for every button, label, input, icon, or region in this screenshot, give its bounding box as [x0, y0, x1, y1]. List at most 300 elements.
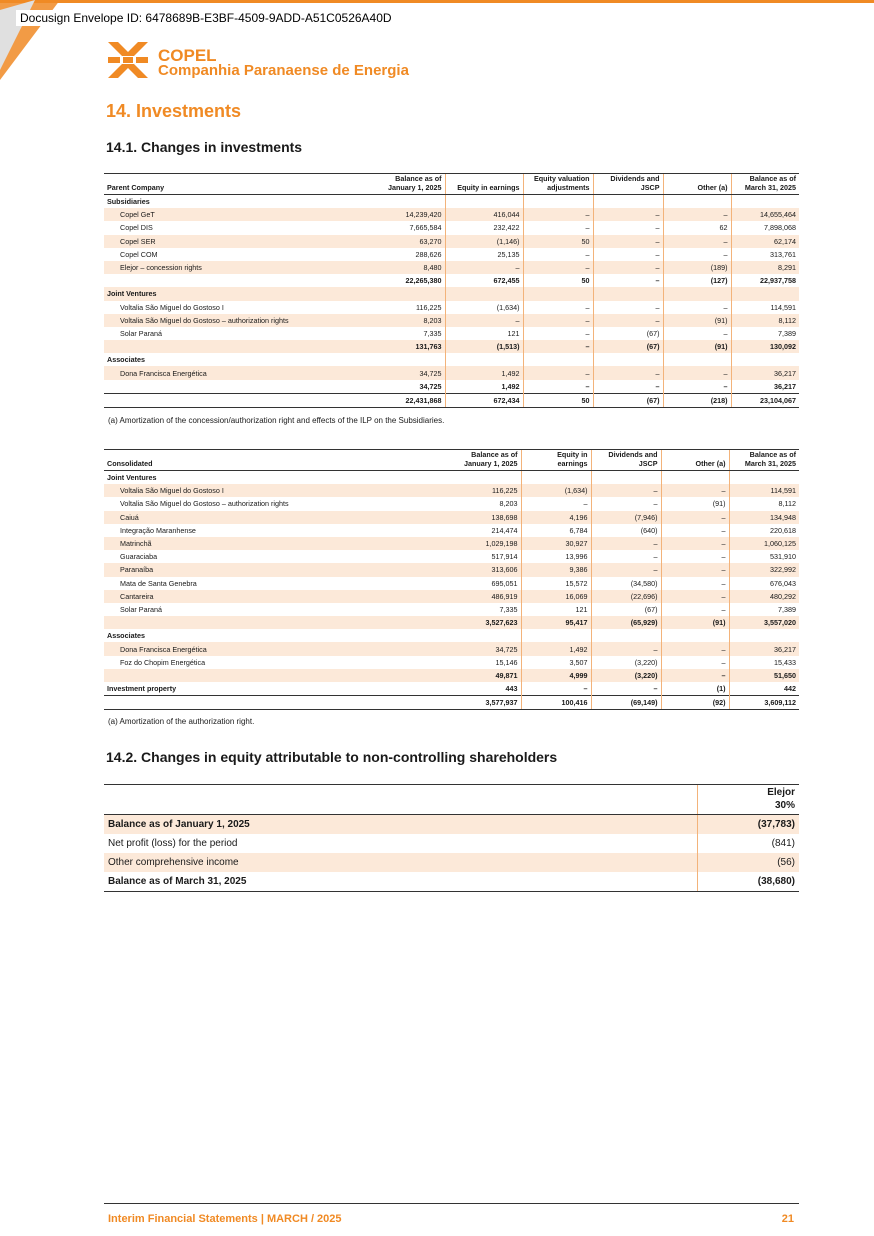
cell-value	[414, 629, 521, 642]
cell-value: (37,783)	[697, 815, 799, 835]
table-row	[104, 696, 799, 710]
col-header: Equity in earnings	[445, 174, 523, 195]
row-label: Subsidiaries	[107, 197, 150, 207]
cell-value: 49,871	[414, 669, 521, 682]
table-header-row	[104, 785, 799, 815]
row-label: Paranaíba	[104, 563, 414, 576]
cell-value: 23,104,067	[731, 393, 799, 407]
cell-value: 22,265,380	[405, 276, 442, 286]
cell-value: –	[523, 261, 593, 274]
table-row	[104, 366, 799, 379]
cell-value: (22,696)	[591, 590, 661, 603]
cell-value: –	[593, 248, 663, 261]
logo-name: COPEL	[158, 46, 217, 65]
cell-value: –	[663, 380, 731, 394]
row-label	[104, 274, 344, 287]
cell-value	[344, 353, 445, 366]
cell-value	[523, 195, 593, 209]
cell-value: (65,929)	[591, 616, 661, 629]
row-label: Dona Francisca Energética	[104, 366, 344, 379]
row-label: Associates	[107, 355, 145, 365]
cell-value: 672,434	[445, 393, 523, 407]
cell-value: 34,725	[344, 366, 445, 379]
table-row	[104, 274, 799, 287]
cell-value: –	[593, 235, 663, 248]
cell-value	[731, 195, 799, 209]
row-label: Other comprehensive income	[104, 853, 697, 872]
cell-value: 3,577,937	[414, 696, 521, 710]
cell-value	[729, 471, 799, 485]
cell-value: 121	[445, 327, 523, 340]
cell-value: –	[521, 497, 591, 510]
cell-value: 62,174	[731, 235, 799, 248]
cell-value: –	[661, 669, 729, 682]
cell-value: (91)	[661, 497, 729, 510]
cell-value: 34,725	[414, 642, 521, 655]
section-title: 14. Investments	[106, 101, 242, 121]
table-row	[104, 669, 799, 682]
cell-value	[661, 471, 729, 485]
cell-value: –	[663, 301, 731, 314]
col-header: Consolidated	[104, 450, 414, 471]
cell-value: (91)	[663, 314, 731, 327]
table-row	[104, 393, 799, 407]
cell-value: 15,433	[729, 656, 799, 669]
col-header: Parent Company	[104, 174, 344, 195]
cell-value	[523, 287, 593, 300]
cell-value	[523, 353, 593, 366]
row-label: Copel GeT	[104, 208, 344, 221]
cell-value: 100,416	[521, 696, 591, 710]
cell-value: 8,203	[499, 499, 518, 509]
cell-value: 442	[729, 682, 799, 696]
cell-value: –	[523, 248, 593, 261]
row-label: Matrinchã	[104, 537, 414, 550]
cell-value	[663, 287, 731, 300]
logo-company: Companhia Paranaense de Energia	[158, 62, 409, 79]
cell-value: –	[523, 380, 593, 394]
cell-value: –	[593, 314, 663, 327]
table-row	[104, 340, 799, 353]
cell-value: 214,474	[491, 525, 518, 535]
table-row	[104, 497, 799, 510]
row-label: Net profit (loss) for the period	[108, 838, 238, 849]
cell-value: 1,029,198	[414, 537, 521, 550]
subsection-title-changes: 14.1. Changes in investments	[106, 139, 303, 155]
col-header: Elejor 30%	[697, 785, 799, 815]
cell-value: 7,335	[499, 604, 518, 614]
cell-value: (69,149)	[591, 696, 661, 710]
cell-value: 8,480	[344, 261, 445, 274]
subsection-title-nci: 14.2. Changes in equity attributable to non-controlling shareholders	[106, 749, 558, 765]
cell-value: 4,999	[521, 669, 591, 682]
cell-value: –	[523, 314, 593, 327]
cell-value: –	[523, 327, 593, 340]
cell-value: 16,069	[521, 590, 591, 603]
cell-value: 95,417	[521, 616, 591, 629]
table-row	[104, 314, 799, 327]
cell-value: (1,634)	[445, 301, 523, 314]
cell-value: –	[591, 497, 661, 510]
table-row	[104, 471, 799, 485]
cell-value: 232,422	[445, 221, 523, 234]
table-header-row	[104, 174, 799, 195]
table-row	[104, 590, 799, 603]
row-label	[104, 393, 344, 407]
cell-value: 486,919	[414, 590, 521, 603]
cell-value: –	[661, 537, 729, 550]
cell-value: –	[663, 327, 731, 340]
cell-value: 416,044	[445, 208, 523, 221]
row-label: Solar Paraná	[120, 604, 162, 614]
cell-value: (91)	[663, 340, 731, 353]
table-row	[104, 682, 799, 696]
cell-value: –	[661, 590, 729, 603]
cell-value: 9,386	[521, 563, 591, 576]
table-row	[104, 195, 799, 209]
cell-value: –	[663, 248, 731, 261]
cell-value: 134,948	[729, 511, 799, 524]
cell-value: (1,634)	[521, 484, 591, 497]
row-label: Voltalia São Miguel do Gostoso – authorization rights	[104, 314, 344, 327]
cell-value	[731, 287, 799, 300]
page-number: 21	[781, 1213, 794, 1225]
cell-value: (3,220)	[591, 656, 661, 669]
cell-value: –	[591, 550, 661, 563]
cell-value: 3,557,020	[729, 616, 799, 629]
row-label: Guaraciaba	[120, 552, 158, 562]
cell-value: –	[591, 563, 661, 576]
row-label: Integração Maranhense	[120, 525, 196, 535]
cell-value: –	[591, 484, 661, 497]
cell-value: (67)	[593, 340, 663, 353]
table-row	[104, 261, 799, 274]
cell-value: –	[661, 484, 729, 497]
cell-value	[344, 195, 445, 209]
cell-value	[661, 629, 729, 642]
col-header: Balance as of January 1, 2025	[414, 450, 521, 471]
cell-value: 313,606	[414, 563, 521, 576]
envelope-id: Docusign Envelope ID: 6478689B-E3BF-4509-9ADD-A51C0526A40D	[16, 10, 396, 26]
cell-value: 288,626	[415, 249, 442, 259]
row-label: Foz do Chopim Energética	[120, 657, 206, 667]
cell-value: 121	[521, 603, 591, 616]
cell-value: 63,270	[344, 235, 445, 248]
cell-value	[344, 287, 445, 300]
cell-value: 25,135	[445, 248, 523, 261]
cell-value: 7,898,068	[731, 221, 799, 234]
copel-logo-icon	[106, 40, 150, 80]
top-accent-bar	[0, 0, 874, 3]
table-row	[104, 353, 799, 366]
cell-value: 36,217	[731, 366, 799, 379]
cell-value: 1,060,125	[729, 537, 799, 550]
cell-value: 3,507	[521, 656, 591, 669]
table-row	[104, 577, 799, 590]
cell-value: 14,239,420	[344, 208, 445, 221]
row-label	[104, 340, 344, 353]
cell-value: (127)	[663, 274, 731, 287]
cell-value: 1,492	[445, 366, 523, 379]
table-row	[104, 853, 799, 872]
cell-value: (56)	[697, 853, 799, 872]
cell-value: –	[523, 301, 593, 314]
col-header: Equity in earnings	[521, 450, 591, 471]
cell-value: (1,513)	[445, 340, 523, 353]
cell-value: –	[521, 682, 591, 696]
cell-value: (1,146)	[445, 235, 523, 248]
cell-value: (92)	[661, 696, 729, 710]
cell-value: 7,389	[731, 327, 799, 340]
cell-value: (218)	[663, 393, 731, 407]
row-label	[104, 616, 414, 629]
cell-value	[593, 353, 663, 366]
cell-value: –	[591, 642, 661, 655]
row-label: Dona Francisca Energética	[104, 642, 414, 655]
cell-value	[521, 629, 591, 642]
cell-value: –	[661, 524, 729, 537]
cell-value: (640)	[591, 524, 661, 537]
cell-value: 7,665,584	[409, 223, 442, 233]
col-header: Other (a)	[661, 450, 729, 471]
cell-value: 480,292	[729, 590, 799, 603]
cell-value: 22,937,758	[731, 274, 799, 287]
row-label: Copel SER	[104, 235, 344, 248]
cell-value: 30,927	[521, 537, 591, 550]
row-label: Mata de Santa Genebra	[120, 578, 197, 588]
cell-value: 4,196	[521, 511, 591, 524]
cell-value: 138,698	[414, 511, 521, 524]
col-header: Equity valuation adjustments	[523, 174, 593, 195]
table-header-row	[104, 450, 799, 471]
table-row	[104, 221, 799, 234]
cell-value: –	[663, 235, 731, 248]
cell-value: (34,580)	[591, 577, 661, 590]
row-label: Investment property	[107, 684, 177, 694]
footer-rule	[104, 1203, 799, 1204]
cell-value: 3,527,623	[414, 616, 521, 629]
cell-value: 8,203	[344, 314, 445, 327]
cell-value: 15,146	[495, 657, 518, 667]
cell-value: –	[661, 603, 729, 616]
cell-value: –	[593, 208, 663, 221]
cell-value: 322,992	[729, 563, 799, 576]
cell-value: 51,650	[729, 669, 799, 682]
row-label	[104, 696, 414, 710]
cell-value	[445, 353, 523, 366]
cell-value: 62	[663, 221, 731, 234]
parent-company-table	[104, 173, 799, 408]
row-label: Copel COM	[120, 249, 158, 259]
col-header: Dividends and JSCP	[591, 450, 661, 471]
col-header: Balance as of March 31, 2025	[731, 174, 799, 195]
consolidated-table-note: (a) Amortization of the authorization right.	[108, 717, 255, 726]
cell-value: (91)	[661, 616, 729, 629]
cell-value	[591, 471, 661, 485]
row-label: Voltalia São Miguel do Gostoso – authorization rights	[120, 499, 289, 509]
row-label: Voltalia São Miguel do Gostoso I	[120, 302, 224, 312]
cell-value: –	[593, 274, 663, 287]
cell-value	[731, 353, 799, 366]
row-label: Balance as of March 31, 2025	[104, 872, 697, 892]
cell-value: 7,389	[729, 603, 799, 616]
consolidated-table	[104, 449, 799, 710]
cell-value: 8,291	[731, 261, 799, 274]
cell-value: –	[593, 366, 663, 379]
cell-value: (189)	[663, 261, 731, 274]
cell-value: 8,112	[729, 497, 799, 510]
row-label: Joint Ventures	[104, 287, 344, 300]
cell-value	[729, 629, 799, 642]
cell-value: (67)	[593, 327, 663, 340]
col-header: Other (a)	[663, 174, 731, 195]
cell-value: 676,043	[729, 577, 799, 590]
cell-value: 443	[505, 684, 518, 694]
cell-value	[663, 195, 731, 209]
cell-value: –	[523, 340, 593, 353]
table-row	[104, 642, 799, 655]
cell-value: –	[661, 577, 729, 590]
cell-value: –	[661, 550, 729, 563]
table-row	[104, 248, 799, 261]
cell-value: 130,092	[731, 340, 799, 353]
cell-value: 34,725	[419, 381, 442, 391]
row-label: Copel DIS	[120, 223, 153, 233]
cell-value: 1,492	[521, 642, 591, 655]
cell-value: 7,335	[423, 328, 442, 338]
cell-value: (67)	[591, 603, 661, 616]
cell-value: –	[593, 380, 663, 394]
row-label	[104, 380, 344, 394]
nci-table	[104, 784, 799, 892]
cell-value	[591, 629, 661, 642]
cell-value: –	[445, 261, 523, 274]
cell-value: (38,680)	[697, 872, 799, 892]
table-row	[104, 327, 799, 340]
cell-value: 8,112	[731, 314, 799, 327]
cell-value: –	[663, 208, 731, 221]
cell-value: –	[593, 301, 663, 314]
table-row	[104, 235, 799, 248]
table-row	[104, 603, 799, 616]
cell-value	[521, 471, 591, 485]
cell-value: –	[661, 563, 729, 576]
table-row	[104, 815, 799, 835]
cell-value: 36,217	[729, 642, 799, 655]
row-label: Solar Paraná	[120, 328, 162, 338]
cell-value: –	[593, 261, 663, 274]
col-header: Balance as of January 1, 2025	[344, 174, 445, 195]
row-label: Caiuá	[104, 511, 414, 524]
cell-value: (67)	[593, 393, 663, 407]
cell-value	[663, 353, 731, 366]
cell-value: 50	[523, 235, 593, 248]
table-row	[104, 301, 799, 314]
cell-value: 15,572	[521, 577, 591, 590]
table-row	[104, 484, 799, 497]
cell-value: –	[661, 642, 729, 655]
cell-value: 672,455	[445, 274, 523, 287]
cell-value: –	[663, 366, 731, 379]
row-label: Voltalia São Miguel do Gostoso I	[104, 484, 414, 497]
table-row	[104, 616, 799, 629]
parent-table-note: (a) Amortization of the concession/authorization right and effects of the ILP on the Subsidiaries.	[108, 416, 445, 425]
cell-value: –	[591, 682, 661, 696]
table-row	[104, 872, 799, 892]
cell-value: –	[661, 656, 729, 669]
table-row	[104, 287, 799, 300]
cell-value: –	[593, 221, 663, 234]
cell-value: 116,225	[414, 484, 521, 497]
cell-value: 114,591	[729, 484, 799, 497]
cell-value: 3,609,112	[729, 696, 799, 710]
table-row	[104, 511, 799, 524]
table-row	[104, 208, 799, 221]
cell-value	[593, 195, 663, 209]
row-label: Cantareira	[104, 590, 414, 603]
cell-value: 13,996	[521, 550, 591, 563]
cell-value: 695,051	[491, 578, 518, 588]
table-row	[104, 656, 799, 669]
cell-value: 517,914	[491, 552, 518, 562]
cell-value	[445, 287, 523, 300]
cell-value: –	[523, 221, 593, 234]
row-label: Elejor – concession rights	[104, 261, 344, 274]
row-label: Balance as of January 1, 2025	[104, 815, 697, 835]
cell-value: 313,761	[731, 248, 799, 261]
cell-value: –	[445, 314, 523, 327]
cell-value: 1,492	[445, 380, 523, 394]
col-header-empty	[104, 785, 697, 815]
table-row	[104, 834, 799, 853]
table-row	[104, 380, 799, 394]
cell-value: (7,946)	[591, 511, 661, 524]
table-row	[104, 550, 799, 563]
table-row	[104, 629, 799, 642]
table-row	[104, 563, 799, 576]
cell-value: –	[591, 537, 661, 550]
cell-value: –	[523, 208, 593, 221]
table-row	[104, 524, 799, 537]
cell-value: 22,431,868	[344, 393, 445, 407]
row-label	[104, 669, 414, 682]
cell-value: 220,618	[729, 524, 799, 537]
cell-value: 50	[523, 393, 593, 407]
cell-value: 531,910	[729, 550, 799, 563]
cell-value: 114,591	[731, 301, 799, 314]
col-header: Balance as of March 31, 2025	[729, 450, 799, 471]
cell-value: 36,217	[731, 380, 799, 394]
cell-value: (1)	[661, 682, 729, 696]
cell-value	[593, 287, 663, 300]
cell-value: (3,220)	[591, 669, 661, 682]
col-header: Dividends and JSCP	[593, 174, 663, 195]
row-label: Associates	[107, 631, 145, 641]
cell-value	[414, 471, 521, 485]
cell-value: (841)	[697, 834, 799, 853]
cell-value: 6,784	[521, 524, 591, 537]
cell-value: 131,763	[344, 340, 445, 353]
footer-title: Interim Financial Statements | MARCH / 2025	[108, 1213, 342, 1225]
table-row	[104, 537, 799, 550]
cell-value: 116,225	[416, 302, 442, 312]
row-label: Joint Ventures	[107, 473, 157, 483]
cell-value: 50	[523, 274, 593, 287]
cell-value: –	[661, 511, 729, 524]
cell-value	[445, 195, 523, 209]
cell-value: 14,655,464	[731, 208, 799, 221]
cell-value: –	[523, 366, 593, 379]
